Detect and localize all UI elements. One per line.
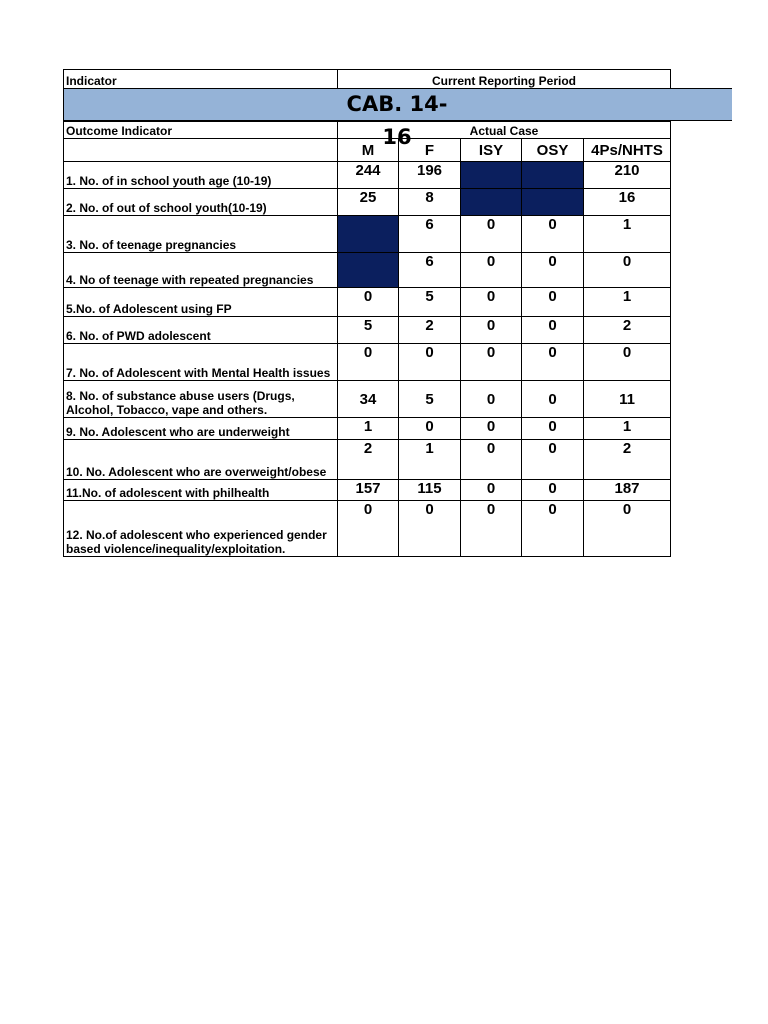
row-label: 11.No. of adolescent with philhealth <box>64 480 338 501</box>
value-cell-4ps-nhts: 1 <box>584 216 671 253</box>
value-cell-4ps-nhts: 16 <box>584 189 671 216</box>
row-label: 10. No. Adolescent who are overweight/obese <box>64 440 338 480</box>
table-row <box>64 317 671 344</box>
value-cell-isy: 0 <box>461 440 522 480</box>
value-cell-osy: 0 <box>522 501 584 557</box>
value-cell-4ps-nhts: 11 <box>584 381 671 418</box>
row-label: 3. No. of teenage pregnancies <box>64 216 338 253</box>
value-cell-isy: 0 <box>461 317 522 344</box>
value-cell-osy: 0 <box>522 288 584 317</box>
value-cell-isy: 0 <box>461 253 522 288</box>
value-cell-osy: 0 <box>522 317 584 344</box>
value-cell-osy <box>522 189 584 216</box>
value-cell-isy: 0 <box>461 288 522 317</box>
value-cell-m: 5 <box>338 317 399 344</box>
value-cell-f: 8 <box>399 189 461 216</box>
value-cell-isy <box>461 162 522 189</box>
value-cell-osy: 0 <box>522 418 584 440</box>
outcome-indicator-header: Outcome Indicator <box>64 122 338 139</box>
value-cell-4ps-nhts: 2 <box>584 440 671 480</box>
column-header-f: F <box>399 139 461 162</box>
value-cell-osy <box>522 162 584 189</box>
table-row <box>64 189 671 216</box>
row-label: 2. No. of out of school youth(10-19) <box>64 189 338 216</box>
value-cell-osy: 0 <box>522 216 584 253</box>
table-row <box>64 344 671 381</box>
value-cell-f: 6 <box>399 216 461 253</box>
column-header-osy: OSY <box>522 139 584 162</box>
value-cell-m: 2 <box>338 440 399 480</box>
value-cell-f: 0 <box>399 501 461 557</box>
value-cell-osy: 0 <box>522 480 584 501</box>
value-cell-osy: 0 <box>522 381 584 418</box>
value-cell-isy: 0 <box>461 418 522 440</box>
value-cell-f: 2 <box>399 317 461 344</box>
value-cell-isy: 0 <box>461 344 522 381</box>
table-row <box>64 288 671 317</box>
value-cell-f: 196 <box>399 162 461 189</box>
value-cell-4ps-nhts: 1 <box>584 288 671 317</box>
value-cell-4ps-nhts: 0 <box>584 344 671 381</box>
value-cell-isy: 0 <box>461 501 522 557</box>
value-cell-f: 1 <box>399 440 461 480</box>
column-header-4ps-nhts: 4Ps/NHTS <box>584 139 671 162</box>
value-cell-4ps-nhts: 187 <box>584 480 671 501</box>
row-label: 6. No. of PWD adolescent <box>64 317 338 344</box>
value-cell-isy <box>461 189 522 216</box>
value-cell-m: 25 <box>338 189 399 216</box>
indicator-table <box>63 69 671 557</box>
reporting-period-header: Current Reporting Period <box>338 70 671 89</box>
row-label: 12. No.of adolescent who experienced gender based violence/inequality/exploitation. <box>64 501 338 557</box>
row-label: 4. No of teenage with repeated pregnancies <box>64 253 338 288</box>
table-row <box>64 162 671 189</box>
value-cell-f: 0 <box>399 418 461 440</box>
value-cell-osy: 0 <box>522 253 584 288</box>
value-cell-4ps-nhts: 0 <box>584 253 671 288</box>
row-label: 7. No. of Adolescent with Mental Health issues <box>64 344 338 381</box>
table-row <box>64 480 671 501</box>
table-row <box>64 501 671 557</box>
value-cell-m: 34 <box>338 381 399 418</box>
row-label: 5.No. of Adolescent using FP <box>64 288 338 317</box>
table-row <box>64 216 671 253</box>
value-cell-isy: 0 <box>461 480 522 501</box>
value-cell-4ps-nhts: 2 <box>584 317 671 344</box>
value-cell-isy: 0 <box>461 381 522 418</box>
indicator-header: Indicator <box>64 70 338 89</box>
table-row <box>64 418 671 440</box>
value-cell-f: 0 <box>399 344 461 381</box>
table-row <box>64 253 671 288</box>
value-cell-f: 5 <box>399 288 461 317</box>
row-label: 9. No. Adolescent who are underweight <box>64 418 338 440</box>
table-row <box>64 440 671 480</box>
page-title: CAB. 14-16 <box>346 92 448 149</box>
blank-header-cell <box>64 139 338 162</box>
value-cell-4ps-nhts: 0 <box>584 501 671 557</box>
value-cell-f: 115 <box>399 480 461 501</box>
value-cell-f: 5 <box>399 381 461 418</box>
table-row <box>64 381 671 418</box>
row-label: 1. No. of in school youth age (10-19) <box>64 162 338 189</box>
value-cell-osy: 0 <box>522 344 584 381</box>
value-cell-f: 6 <box>399 253 461 288</box>
value-cell-m: 0 <box>338 501 399 557</box>
value-cell-m: 0 <box>338 288 399 317</box>
column-header-m: M <box>338 139 399 162</box>
value-cell-m: 0 <box>338 344 399 381</box>
row-label: 8. No. of substance abuse users (Drugs, Alcohol, Tobacco, vape and others. <box>64 381 338 418</box>
value-cell-isy: 0 <box>461 216 522 253</box>
value-cell-4ps-nhts: 210 <box>584 162 671 189</box>
value-cell-m <box>338 253 399 288</box>
value-cell-m: 157 <box>338 480 399 501</box>
column-header-isy: ISY <box>461 139 522 162</box>
actual-case-header: Actual Case <box>338 122 671 139</box>
value-cell-osy: 0 <box>522 440 584 480</box>
value-cell-m: 244 <box>338 162 399 189</box>
indicator-sheet <box>63 69 670 557</box>
value-cell-m <box>338 216 399 253</box>
value-cell-4ps-nhts: 1 <box>584 418 671 440</box>
value-cell-m: 1 <box>338 418 399 440</box>
